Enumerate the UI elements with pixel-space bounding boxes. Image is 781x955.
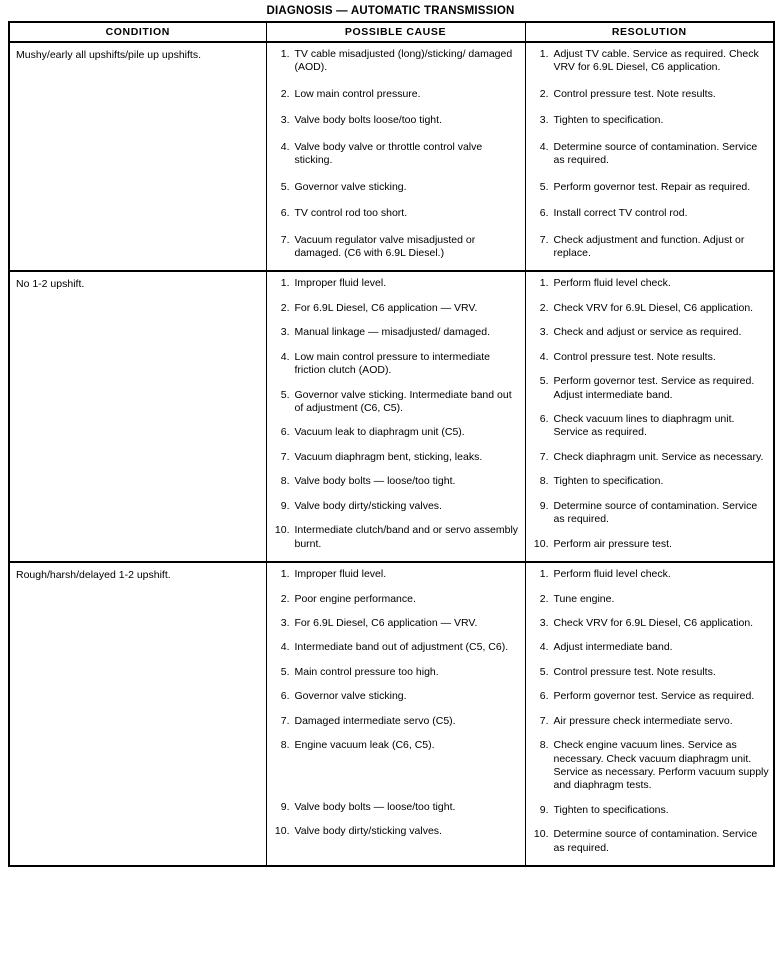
list-item	[530, 302, 770, 315]
item-number: 5.	[539, 180, 549, 193]
item-number: 10.	[533, 828, 549, 841]
item-text: Check and adjust or service as required.	[553, 326, 742, 339]
item-number: 1.	[280, 48, 290, 60]
item-text: Engine vacuum leak (C6, C5).	[294, 739, 435, 752]
list-item	[530, 207, 770, 220]
item-text: Perform air pressure test.	[553, 537, 672, 550]
item-number: 2.	[539, 87, 549, 100]
list-item	[530, 88, 770, 101]
item-text: Perform governor test. Service as required. Adjust intermediate band.	[553, 375, 755, 401]
item-number: 5.	[280, 665, 290, 678]
list-item	[271, 568, 521, 581]
list-item	[271, 277, 521, 290]
list-item	[271, 88, 521, 101]
item-number: 6.	[280, 207, 290, 220]
list-item	[530, 141, 770, 168]
resolution-list	[526, 563, 774, 865]
item-number: 3.	[539, 326, 549, 339]
item-text: Perform governor test. Service as required.	[553, 690, 755, 703]
condition-cell: Mushy/early all upshifts/pile up upshifts.	[9, 42, 266, 271]
list-item	[530, 234, 770, 261]
item-number: 10.	[533, 537, 549, 550]
item-text: For 6.9L Diesel, C6 application — VRV.	[294, 301, 478, 314]
list-item	[271, 475, 521, 488]
item-number: 1.	[280, 277, 290, 290]
table-row	[9, 562, 774, 866]
list-item	[271, 326, 521, 339]
list-item	[271, 48, 521, 75]
item-text: Check adjustment and function. Adjust or replace.	[553, 233, 745, 259]
item-text: For 6.9L Diesel, C6 application — VRV.	[294, 616, 478, 629]
item-number: 2.	[539, 301, 549, 314]
item-number: 7.	[280, 233, 290, 246]
possible-cause-cell	[266, 562, 525, 866]
item-number: 1.	[539, 277, 549, 290]
list-item	[530, 277, 770, 290]
table-row	[9, 271, 774, 562]
item-text: Check vacuum lines to diaphragm unit. Service as required.	[553, 413, 735, 439]
item-text: Valve body valve or throttle control valve sticking.	[294, 140, 483, 167]
item-text: Governor valve sticking. Intermediate band out of adjustment (C6, C5).	[294, 388, 512, 414]
item-text: Determine source of contamination. Service as required.	[553, 140, 758, 167]
condition-cell: No 1-2 upshift.	[9, 271, 266, 562]
list-item	[530, 375, 770, 402]
list-item	[530, 617, 770, 630]
possible-cause-cell	[266, 42, 525, 271]
item-number: 6.	[539, 413, 549, 425]
item-number: 7.	[539, 450, 549, 463]
list-item	[271, 666, 521, 679]
item-text: Perform governor test. Repair as required.	[553, 180, 751, 193]
list-item	[271, 302, 521, 315]
item-number: 6.	[539, 690, 549, 703]
item-text: Tighten to specification.	[553, 114, 664, 127]
item-text: Vacuum diaphragm bent, sticking, leaks.	[294, 450, 483, 463]
page-title: DIAGNOSIS — AUTOMATIC TRANSMISSION	[266, 5, 515, 17]
list-item	[530, 739, 770, 793]
list-item	[530, 413, 770, 440]
list-item	[530, 181, 770, 194]
list-item	[271, 114, 521, 127]
column-header-condition: CONDITION	[9, 22, 266, 42]
list-item	[271, 524, 521, 551]
item-text: Air pressure check intermediate servo.	[553, 714, 733, 727]
list-item	[271, 715, 521, 728]
resolution-cell	[525, 562, 774, 866]
item-text: Intermediate clutch/band and or servo assembly burnt.	[294, 524, 519, 550]
item-text: Determine source of contamination. Service as required.	[553, 828, 758, 854]
diagnosis-table	[8, 21, 775, 867]
item-text: TV control rod too short.	[294, 207, 408, 220]
item-text: Install correct TV control rod.	[553, 207, 688, 220]
item-text: Check VRV for 6.9L Diesel, C6 application.	[553, 616, 754, 629]
item-text: Adjust TV cable. Service as required. Check VRV for 6.9L Diesel, C6 application.	[553, 48, 759, 74]
item-number: 3.	[280, 616, 290, 629]
item-number: 3.	[539, 114, 549, 127]
item-number: 5.	[539, 375, 549, 388]
list-item	[271, 351, 521, 378]
item-text: Valve body bolts — loose/too tight.	[294, 475, 456, 488]
list-item	[530, 641, 770, 654]
item-text: Tighten to specification.	[553, 475, 664, 488]
item-text: Governor valve sticking.	[294, 180, 407, 193]
item-text: Vacuum leak to diaphragm unit (C5).	[294, 426, 465, 439]
item-number: 9.	[280, 800, 290, 813]
item-text: Main control pressure too high.	[294, 665, 439, 678]
resolution-list	[526, 43, 774, 270]
list-item	[271, 451, 521, 464]
possible-cause-cell	[266, 271, 525, 562]
item-number: 8.	[280, 739, 290, 752]
cause-list	[267, 272, 525, 561]
item-number: 8.	[539, 475, 549, 488]
item-text: Valve body dirty/sticking valves.	[294, 825, 442, 837]
item-number: 4.	[539, 641, 549, 654]
condition-cell: Rough/harsh/delayed 1-2 upshift.	[9, 562, 266, 866]
list-item	[271, 234, 521, 261]
item-number: 10.	[274, 524, 290, 537]
item-text: Improper fluid level.	[294, 568, 387, 581]
item-text: Low main control pressure to intermediate friction clutch (AOD).	[294, 350, 491, 377]
spacer	[271, 764, 521, 790]
item-text: Governor valve sticking.	[294, 690, 407, 703]
item-number: 1.	[539, 48, 549, 60]
item-number: 1.	[280, 568, 290, 581]
item-number: 7.	[539, 233, 549, 246]
list-item	[530, 326, 770, 339]
item-text: TV cable misadjusted (long)/sticking/ damaged (AOD).	[294, 48, 513, 74]
item-number: 7.	[280, 714, 290, 727]
resolution-list	[526, 272, 774, 561]
item-number: 4.	[280, 350, 290, 363]
item-number: 4.	[539, 350, 549, 363]
list-item	[271, 500, 521, 513]
item-number: 2.	[280, 87, 290, 100]
item-number: 6.	[539, 207, 549, 220]
list-item	[530, 804, 770, 817]
list-item	[530, 114, 770, 127]
item-number: 5.	[280, 180, 290, 193]
list-item	[271, 593, 521, 606]
item-text: Control pressure test. Note results.	[553, 350, 716, 363]
item-text: Perform fluid level check.	[553, 277, 671, 290]
cause-list	[267, 563, 525, 848]
item-text: Valve body bolts — loose/too tight.	[294, 800, 456, 813]
item-text: Valve body bolts loose/too tight.	[294, 114, 442, 127]
item-text: Tighten to specifications.	[553, 803, 669, 816]
item-number: 2.	[280, 301, 290, 314]
item-text: Control pressure test. Note results.	[553, 87, 716, 100]
list-item	[271, 739, 521, 752]
list-item	[530, 666, 770, 679]
item-number: 4.	[539, 140, 549, 153]
list-item	[271, 801, 521, 814]
item-number: 2.	[539, 592, 549, 605]
list-item	[530, 568, 770, 581]
resolution-cell	[525, 271, 774, 562]
list-item	[530, 828, 770, 855]
list-item	[530, 475, 770, 488]
item-number: 8.	[280, 475, 290, 488]
list-item	[271, 641, 521, 654]
table-row	[9, 42, 774, 271]
table-header-row	[9, 22, 774, 42]
list-item	[271, 389, 521, 416]
item-number: 2.	[280, 592, 290, 605]
list-item	[271, 617, 521, 630]
item-text: Vacuum regulator valve misadjusted or damaged. (C6 with 6.9L Diesel.)	[294, 233, 476, 259]
item-text: Perform fluid level check.	[553, 568, 671, 581]
item-number: 6.	[280, 426, 290, 439]
item-text: Determine source of contamination. Service as required.	[553, 499, 758, 526]
item-text: Adjust intermediate band.	[553, 641, 673, 654]
column-header-possible-cause: POSSIBLE CAUSE	[266, 22, 525, 42]
item-number: 4.	[280, 641, 290, 654]
list-item	[271, 825, 521, 838]
list-item	[271, 207, 521, 220]
item-text: Damaged intermediate servo (C5).	[294, 714, 456, 727]
item-number: 3.	[280, 326, 290, 339]
item-number: 1.	[539, 568, 549, 581]
item-number: 9.	[280, 499, 290, 512]
list-item	[530, 690, 770, 703]
list-item	[271, 426, 521, 439]
item-number: 5.	[280, 388, 290, 401]
item-number: 8.	[539, 739, 549, 752]
item-number: 7.	[539, 714, 549, 727]
item-number: 3.	[280, 114, 290, 127]
item-text: Manual linkage — misadjusted/ damaged.	[294, 326, 491, 339]
item-text: Control pressure test. Note results.	[553, 665, 716, 678]
item-number: 9.	[539, 499, 549, 512]
list-item	[271, 690, 521, 703]
item-text: Check engine vacuum lines. Service as necessary. Check vacuum diaphragm unit. Service as necessary. Perform vacuum supply and diaphragm tests.	[553, 739, 769, 792]
item-number: 3.	[539, 616, 549, 629]
item-text: Check VRV for 6.9L Diesel, C6 application.	[553, 301, 754, 314]
list-item	[530, 48, 770, 75]
item-number: 7.	[280, 450, 290, 463]
list-item	[271, 141, 521, 168]
list-item	[530, 538, 770, 551]
column-header-resolution: RESOLUTION	[525, 22, 774, 42]
resolution-cell	[525, 42, 774, 271]
item-text: Low main control pressure.	[294, 87, 421, 100]
cause-list	[267, 43, 525, 270]
item-number: 10.	[274, 825, 290, 837]
list-item	[271, 181, 521, 194]
list-item	[530, 593, 770, 606]
item-text: Check diaphragm unit. Service as necessary.	[553, 450, 764, 463]
item-text: Intermediate band out of adjustment (C5, C6).	[294, 641, 509, 654]
item-text: Poor engine performance.	[294, 592, 416, 605]
item-text: Improper fluid level.	[294, 277, 387, 290]
item-number: 5.	[539, 665, 549, 678]
item-text: Tune engine.	[553, 592, 615, 605]
item-number: 9.	[539, 803, 549, 816]
list-item	[530, 351, 770, 364]
item-number: 6.	[280, 690, 290, 703]
list-item	[530, 500, 770, 527]
list-item	[530, 715, 770, 728]
item-text: Valve body dirty/sticking valves.	[294, 499, 442, 512]
list-item	[530, 451, 770, 464]
item-number: 4.	[280, 140, 290, 153]
